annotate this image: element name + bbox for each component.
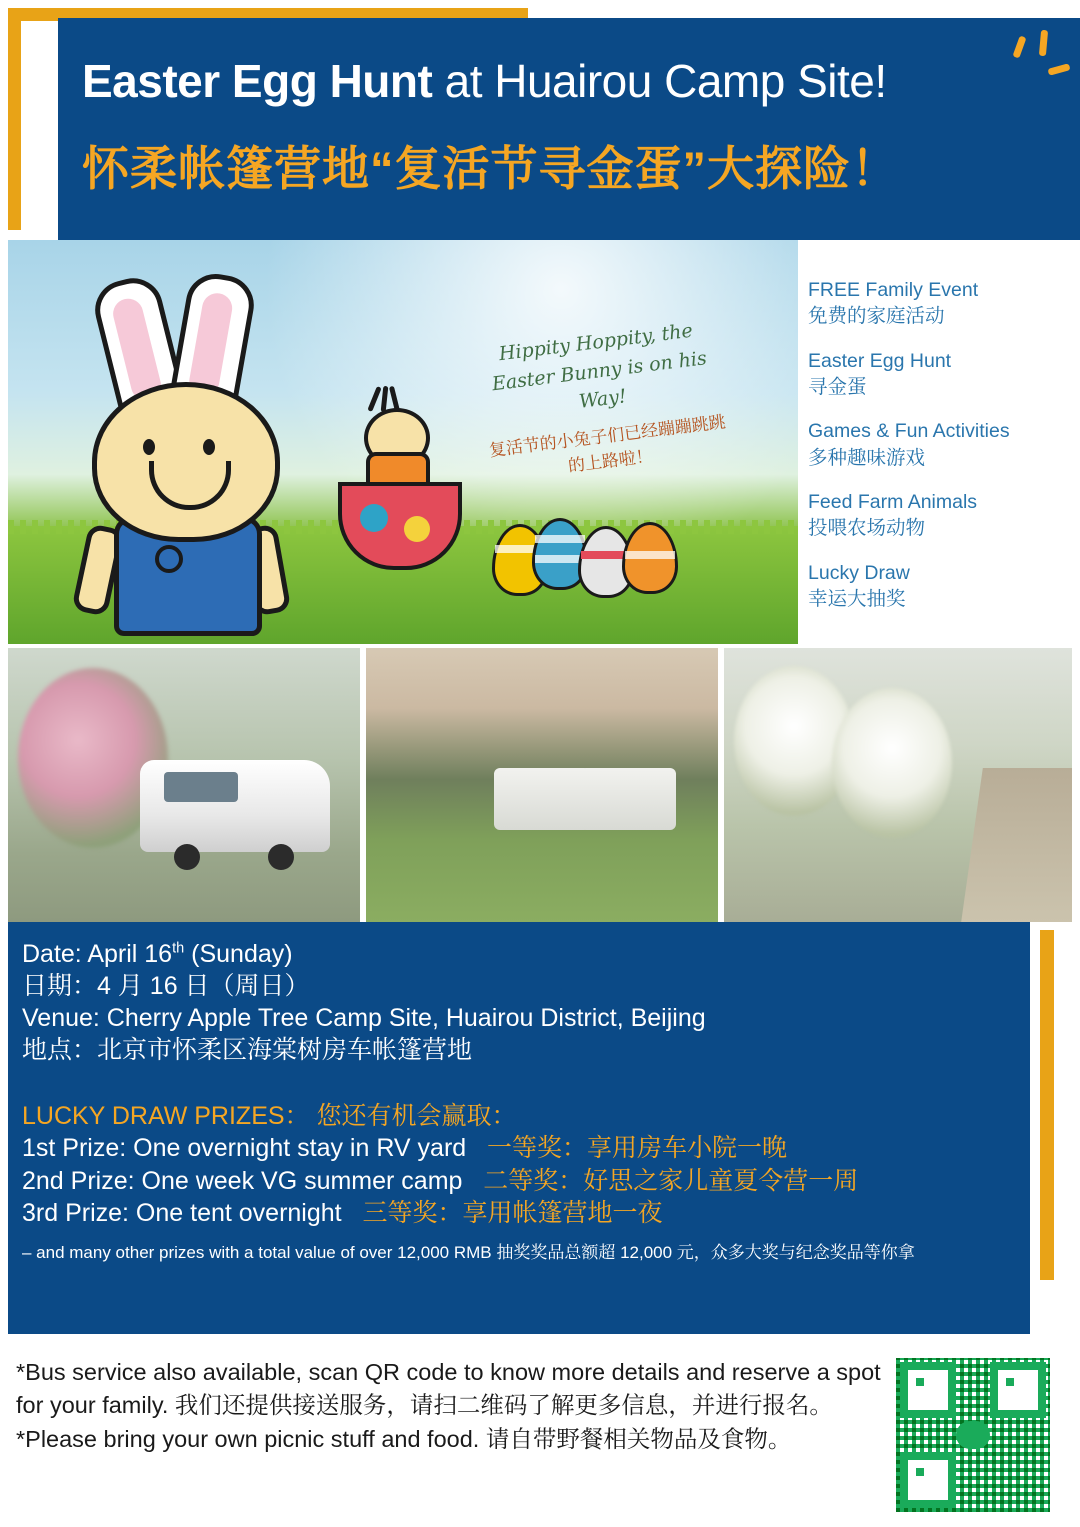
footer-notes [16, 1356, 886, 1456]
prize-row [8, 1197, 1030, 1230]
easter-bunny-illustration [86, 278, 336, 578]
tents-field-photo [366, 648, 718, 922]
prize-label-en: 1st Prize: One overnight stay in RV yard [22, 1134, 467, 1162]
prize-label-zh: 二等奖：好思之家儿童夏令营一周 [483, 1166, 859, 1195]
feature-label-zh: 多种趣味游戏 [808, 446, 926, 469]
date-suffix: (Sunday) [184, 940, 293, 968]
qr-finder-icon [990, 1362, 1046, 1418]
blossom-path-photo [724, 648, 1072, 922]
feature-label-en: Easter Egg Hunt [808, 349, 952, 372]
page-title-english [82, 54, 887, 108]
prize-row [8, 1132, 1030, 1165]
feature-label-en: Games & Fun Activities [808, 420, 1010, 443]
chick-hair [367, 386, 381, 412]
poster-footer [8, 1348, 1072, 1518]
feature-item [808, 278, 1072, 330]
bunny-button-icon [155, 545, 183, 573]
bunny-head [92, 382, 280, 542]
chick-in-egg-illustration [326, 390, 466, 570]
event-date-zh: 日期：4 月 16 日（周日） [22, 972, 310, 1000]
feature-label-zh: 免费的家庭活动 [808, 305, 945, 328]
feature-label-en: FREE Family Event [808, 279, 979, 301]
title-bold-part: Easter Egg Hunt [82, 55, 433, 107]
hero-illustration-section [8, 240, 1072, 644]
event-date-en [8, 922, 1030, 970]
wechat-qr-code[interactable] [892, 1354, 1054, 1516]
camping-rv-photo [8, 648, 360, 922]
feature-item [808, 419, 1072, 471]
hero-background [8, 240, 798, 644]
feature-label-zh: 寻金蛋 [808, 376, 867, 398]
hero-script-chinese: 复活节的小兔子们已经蹦蹦跳跳的上路啦！ [487, 411, 727, 476]
event-details-block [8, 922, 1030, 1334]
lucky-draw-heading: LUCKY DRAW PRIZES： 您还有机会赢取： [22, 1102, 517, 1130]
footer-note-picnic: *Please bring your own picnic stuff and food. 请自带野餐相关物品及食物。 [16, 1425, 792, 1452]
event-venue-zh: 地点：北京市怀柔区海棠树房车帐篷营地 [22, 1036, 473, 1064]
feature-label-zh: 幸运大抽奖 [808, 587, 906, 610]
gold-accent-bar [1040, 930, 1054, 1280]
bunny-eye-right [203, 439, 215, 455]
date-prefix: Date: April 16 [22, 940, 173, 968]
bunny-eye-left [143, 439, 155, 455]
qr-finder-icon [900, 1362, 956, 1418]
feature-item [808, 490, 1072, 542]
feature-item [808, 349, 1072, 401]
poster-header [0, 0, 1080, 240]
prize-label-zh: 一等奖：享用房车小院一晚 [487, 1134, 788, 1162]
qr-code-pattern [896, 1358, 1050, 1512]
feature-item [808, 561, 1072, 613]
prize-row [8, 1165, 1030, 1198]
hero-script-text [470, 313, 736, 489]
header-blue-band [58, 18, 1080, 240]
wechat-logo-icon [956, 1421, 990, 1449]
event-venue-en: Venue: Cherry Apple Tree Camp Site, Huairou District, Beijing [22, 1004, 706, 1032]
photo-strip [8, 648, 1072, 922]
feature-label-en: Feed Farm Animals [808, 490, 978, 513]
prize-label-zh: 三等奖：享用帐篷营地一夜 [362, 1199, 663, 1227]
broken-egg-shell [338, 482, 462, 570]
title-rest-part: at Huairou Camp Site! [432, 55, 887, 107]
footer-note-bus: *Bus service also available, scan QR code to know more details and reserve a spot for your family. 我们还提供接送服务，请扫二维码了解更多信息，并进行报名。 [16, 1359, 881, 1419]
prize-label-en: 3rd Prize: One tent overnight [22, 1199, 342, 1227]
bunny-smile [149, 461, 231, 510]
feature-label-en: Lucky Draw [808, 561, 910, 584]
feature-label-zh: 投喂农场动物 [808, 517, 926, 540]
qr-finder-icon [900, 1452, 956, 1508]
page-title-chinese: 怀柔帐篷营地“复活节寻金蛋”大探险！ [82, 142, 899, 195]
date-ordinal-suffix: th [172, 940, 185, 957]
hero-script-english: Hippity Hoppity, the Easter Bunny is on his Way! [490, 319, 708, 413]
prize-total-note: – and many other prizes with a total value of over 12,000 RMB 抽奖奖品总额超 12,000 元，众多大奖与纪念奖品等你拿 [22, 1242, 915, 1262]
prize-label-en: 2nd Prize: One week VG summer camp [22, 1166, 463, 1195]
feature-list [808, 278, 1072, 631]
